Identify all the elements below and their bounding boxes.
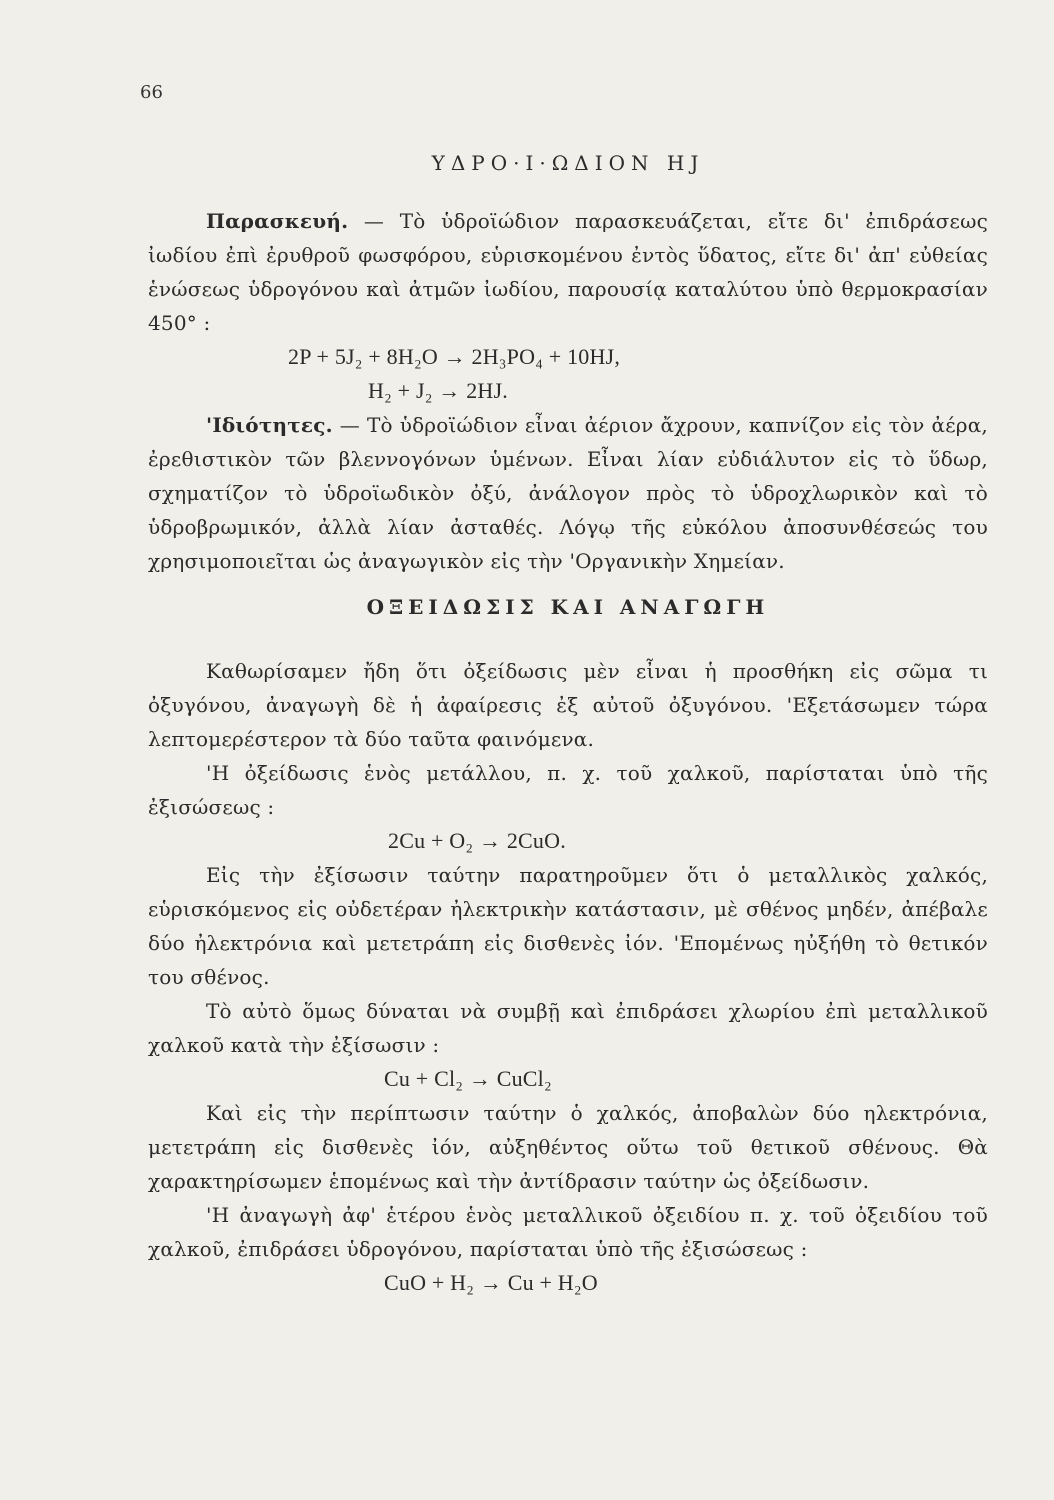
section-title-hydroiodide: ΥΔΡΟ·Ι·ΩΔΙΟΝ HJ [431,151,705,175]
page-body [148,140,988,1300]
chlorine-oxidation-paragraph: Καὶ εἰς τὴν περίπτωσιν ταύτην ὁ χαλκός, ἀποβαλὼν δύο ηλεκτρόνια, μετετράπη εἰς δισθενὲς ἰόν, αὐξηθέντος οὕτω τοῦ θετικοῦ σθένους. Θὰ χαρακτηρίσωμεν ἑπομένως καὶ τὴν ἀντίδρασιν ταύτην ὡς ὀξείδωσιν. [148,1101,988,1193]
section-title-oxidation-reduction: ΟΞΕΙΔΩΣΙΣ ΚΑΙ ΑΝΑΓΩΓΗ [366,595,770,619]
copper-oxidation-paragraph: 'Η ὀξείδωσις ἑνὸς μετάλλου, π. χ. τοῦ χαλκοῦ, παρίσταται ὑπὸ τῆς ἐξισώσεως : [148,761,988,819]
preparation-text: — Τὸ ὑδροϊώδιον παρασκευάζεται, εἴτε δι' ἐπιδράσεως ἰωδίου ἐπὶ ἐρυθροῦ φωσφόρου, εὑρισκομένου ἐντὸς ὕδατος, εἴτε δι' ἀπ' εὐθείας ἑνώσεως ὑδρογόνου καὶ ἀτμῶν ἰωδίου, παρουσίᾳ καταλύτου ὑπὸ θερμοκρασίαν 450° : [148,209,988,335]
equation-copper-oxide-hydrogen: CuO + H₂ → Cu + H₂O [384,1270,598,1295]
properties-text: — Τὸ ὑδροϊώδιον εἶναι ἀέριον ἄχρουν, καπνίζον εἰς τὸν ἀέρα, ἐρεθιστικὸν τῶν βλεννογόνων ὑμένων. Εἶναι λίαν εὐδιάλυτον εἰς τὸ ὕδωρ, σχηματίζον τὸ ὑδροϊωδικὸν ὀξύ, ἀνάλογον πρὸς τὸ ὑδροχλωρικὸν καὶ τὸ ὑδροβρωμικόν, ἀλλὰ λίαν ἀσταθές. Λόγῳ τῆς εὐκόλου ἀποσυνθέσεώς του χρησιμοποιεῖται ὡς ἀναγωγικὸν εἰς τὴν 'Οργανικὴν Χημείαν. [148,413,988,573]
equation-phosphorus: 2P + 5J₂ + 8H₂O → 2H₃PO₄ + 10HJ, [288,344,621,369]
equation-copper-chlorine: Cu + Cl₂ → CuCl₂ [384,1066,552,1091]
properties-label: 'Ιδιότητες. [206,413,333,437]
reduction-paragraph: 'Η ἀναγωγὴ ἀφ' ἑτέρου ἑνὸς μεταλλικοῦ ὀξειδίου π. χ. τοῦ ὀξειδίου τοῦ χαλκοῦ, ἐπιδράσει ὑδρογόνου, παρίσταται ὑπὸ τῆς ἐξισώσεως : [148,1203,988,1261]
equation-copper-oxygen: 2Cu + O₂ → 2CuO. [388,828,566,853]
preparation-paragraph [148,204,988,340]
preparation-label: Παρασκευή. [206,209,349,233]
oxidation-definition-paragraph: Καθωρίσαμεν ἤδη ὅτι ὀξείδωσις μὲν εἶναι ἡ προσθήκη εἰς σῶμα τι ὀξυγόνου, ἀναγωγὴ δὲ ἡ ἀφαίρεσις ἐξ αὐτοῦ ὀξυγόνου. 'Εξετάσωμεν τώρα λεπτομερέστερον τὰ δύο ταῦτα φαινόμενα. [148,659,988,751]
properties-paragraph [148,408,988,578]
page-number: 66 [140,82,163,103]
electron-loss-paragraph: Εἰς τὴν ἐξίσωσιν ταύτην παρατηροῦμεν ὅτι ὁ μεταλλικὸς χαλκός, εὑρισκόμενος εἰς οὐδετέραν ἠλεκτρικὴν κατάστασιν, μὲ σθένος μηδέν, ἀπέβαλε δύο ἠλεκτρόνια καὶ μετετράπη εἰς δισθενὲς ἰόν. 'Επομένως ηὐξήθη τὸ θετικόν του σθένος. [148,863,988,989]
equation-hydrogen-iodine: H₂ + J₂ → 2HJ. [368,378,508,403]
chlorine-paragraph: Τὸ αὐτὸ ὅμως δύναται νὰ συμβῇ καὶ ἐπιδράσει χλωρίου ἐπὶ μεταλλικοῦ χαλκοῦ κατὰ τὴν ἐξίσωσιν : [148,999,988,1057]
